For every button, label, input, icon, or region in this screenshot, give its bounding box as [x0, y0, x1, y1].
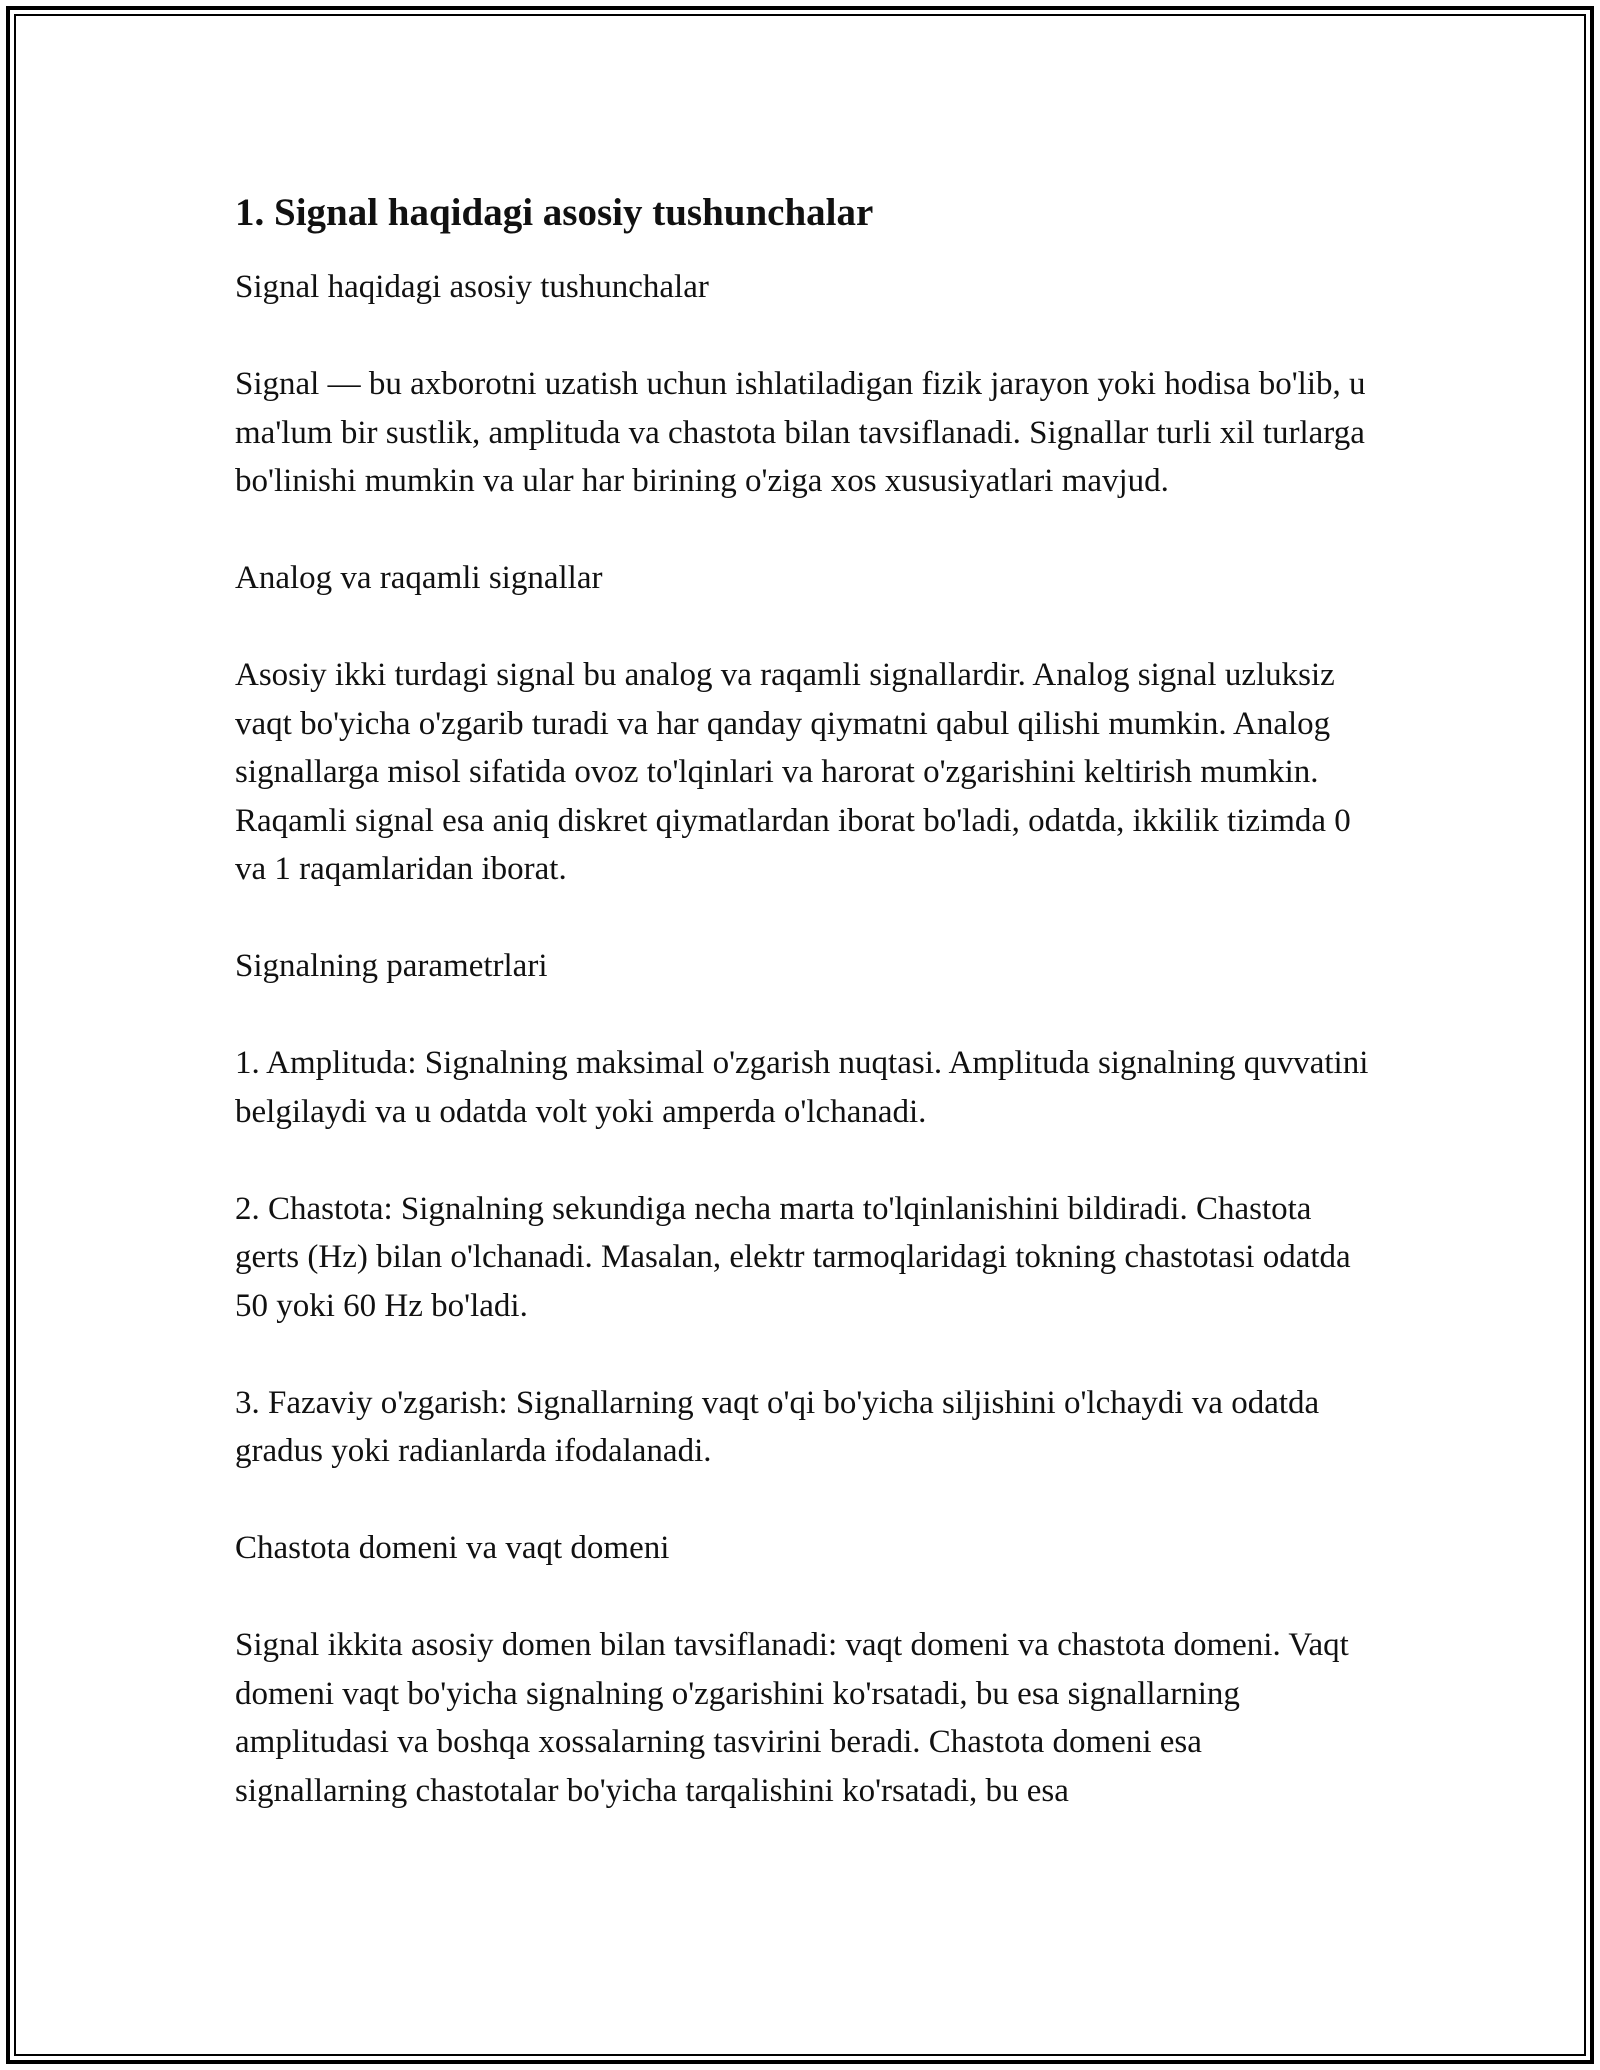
paragraph-amplitude: 1. Amplituda: Signalning maksimal o'zgarish nuqtasi. Amplituda signalning quvvatini belgilaydi va u odatda volt yoki amperda o'lchanadi.	[235, 1045, 1377, 1130]
paragraph-signal-definition: Signal — bu axborotni uzatish uchun ishlatiladigan fizik jarayon yoki hodisa bo'lib, u ma'lum bir sustlik, amplituda va chastota bilan tavsiflanadi. Signallar turli xil turlarga bo'linishi mumkin va ular har birining o'ziga xos xususiyatlari mavjud.	[235, 366, 1374, 499]
subheading-parameters: Signalning parametrlari	[235, 948, 548, 984]
subheading-domains: Chastota domeni va vaqt domeni	[235, 1530, 670, 1566]
section-title: 1. Signal haqidagi asosiy tushunchalar	[235, 191, 874, 234]
paragraph-frequency: 2. Chastota: Signalning sekundiga necha marta to'lqinlanishini bildiradi. Chastota gerts (Hz) bilan o'lchanadi. Masalan, elektr tarmoqlaridagi tokning chastotasi odatda 50 yoki 60 Hz bo'ladi.	[235, 1190, 1359, 1324]
subheading-basic-concepts: Signal haqidagi asosiy tushunchalar	[235, 269, 709, 305]
paragraph-domains: Signal ikkita asosiy domen bilan tavsiflanadi: vaqt domeni va chastota domeni. Vaqt domeni vaqt bo'yicha signalning o'zgarishini ko'rsatadi, bu esa signallarning amplitudasi va boshqa xossalarning tasvirini beradi. Chastota domeni esa signallarning chastotalar bo'yicha tarqalishini ko'rsatadi, bu esa	[235, 1627, 1358, 1809]
paragraph-phase-shift: 3. Fazaviy o'zgarish: Signallarning vaqt o'qi bo'yicha siljishini o'lchaydi va odatda gradus yoki radianlarda ifodalanadi.	[235, 1384, 1328, 1469]
document-body	[235, 185, 1375, 1864]
paragraph-analog-digital: Asosiy ikki turdagi signal bu analog va raqamli signallardir. Analog signal uzluksiz vaqt bo'yicha o'zgarib turadi va har qanday qiymatni qabul qilishi mumkin. Analog signallarga misol sifatida ovoz to'lqinlari va harorat o'zgarishini keltirish mumkin. Raqamli signal esa aniq diskret qiymatlardan iborat bo'ladi, odatda, ikkilik tizimda 0 va 1 raqamlaridan iborat.	[235, 657, 1360, 887]
subheading-analog-digital: Analog va raqamli signallar	[235, 560, 603, 596]
